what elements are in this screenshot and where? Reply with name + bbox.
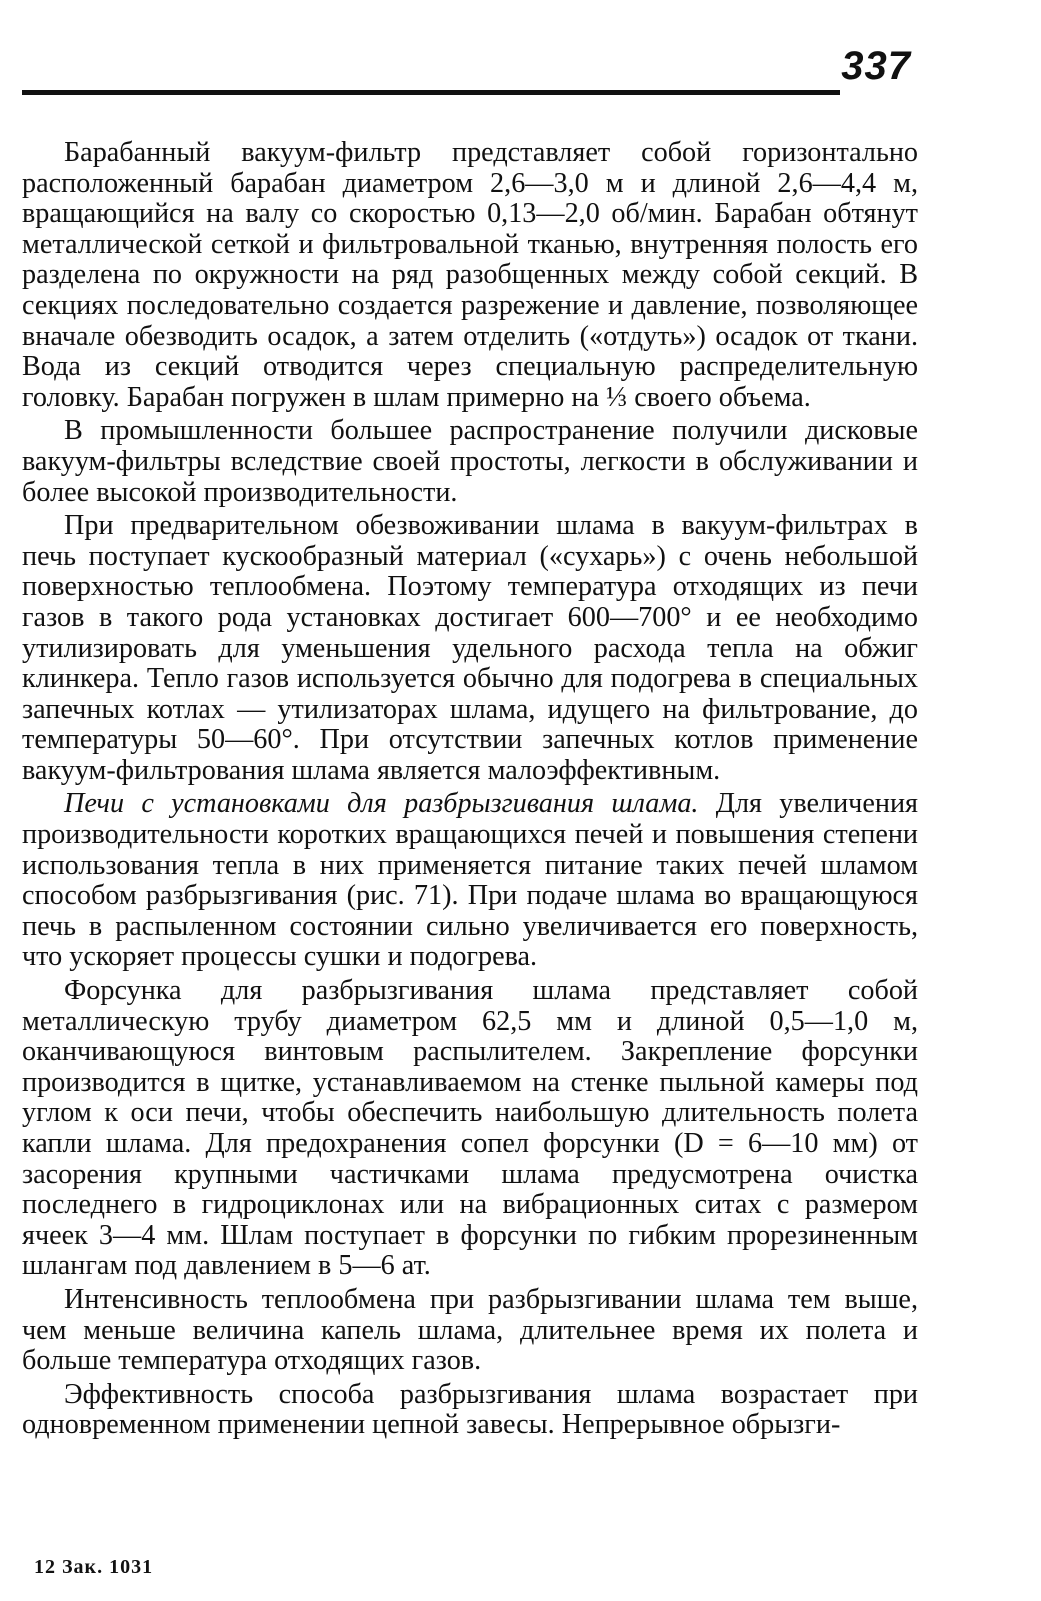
paragraph-spraying-efficiency: Эффективность способа разбрызгивания шлама возрастает при одновременном применении цепной завесы. Непрерывное обрызги- (22, 1378, 918, 1441)
paragraph-rotary-vacuum-filter: Барабанный вакуум-фильтр представляет собой горизонтально расположенный барабан диаметром 2,6—3,0 м и длиной 2,6—4,4 м, вращающийся на валу со скоростью 0,13—2,0 об/мин. Барабан обтянут металлической сеткой и фильтровальной тканью, внутренняя полость его разделена по окружности на ряд разобщенных между собой секций. В секциях последовательно создается разрежение и давление, позволяющее вначале обезводить осадок, а затем отделить («отдуть») осадок от ткани. Вода из секций отводится через специальную распределительную головку. Барабан погружен в шлам примерно на ⅓ своего объема. (22, 137, 918, 413)
paragraph-preliminary-dewatering: При предварительном обезвоживании шлама в вакуум-фильтрах в печь поступает кускообразный материал («сухарь») с очень небольшой поверхностью теплообмена. Поэтому температура отходящих из печи газов в такого рода установках достигает 600—700° и ее необходимо утилизировать для уменьшения удельного расхода тепла на обжиг клинкера. Тепло газов используется обычно для подогрева в специальных запечных котлах — утилизаторах шлама, идущего на фильтрование, до температуры 50—60°. При отсутствии запечных котлов применение вакуум-фильтрования шлама является малоэффективным. (22, 510, 918, 786)
paragraph-slurry-spraying-text: Для увеличения производительности коротких вращающихся печей и повышения степени использования тепла в них применяется питание таких печей шламом способом разбрызгивания (рис. 71). При подаче шлама во вращающуюся печь в распыленном состоянии сильно увеличивается его поверхность, что ускоряет процессы сушки и подогрева. (22, 788, 919, 973)
printer-signature: 12 Зак. 1031 (34, 1556, 154, 1578)
header-rule (22, 90, 840, 95)
paragraph-slurry-spraying (22, 789, 918, 973)
page-number: 337 (841, 44, 911, 88)
section-run-in-heading: Печи с установками для разбрызгивания шлама. (64, 788, 699, 820)
body-text (22, 138, 918, 1444)
paragraph-nozzle: Форсунка для разбрызгивания шлама представляет собой металлическую трубу диаметром 62,5 мм и длиной 0,5—1,0 м, оканчивающуюся винтовым распылителем. Закрепление форсунки производится в щитке, устанавливаемом на стенке пыльной камеры под углом к оси печи, чтобы обеспечить наибольшую длительность полета капли шлама. Для предохранения сопел форсунки (D = 6—10 мм) от засорения крупными частичками шлама предусмотрена очистка последнего в гидроциклонах или на вибрационных ситах с размером ячеек 3—4 мм. Шлам поступает в форсунки по гибким прорезиненным шлангам под давлением в 5—6 ат. (22, 975, 918, 1282)
paragraph-disk-vacuum-filters: В промышленности большее распространение получили дисковые вакуум-фильтры вследствие своей простоты, легкости в обслуживании и более высокой производительности. (22, 415, 918, 508)
paragraph-heat-exchange-intensity: Интенсивность теплообмена при разбрызгивании шлама тем выше, чем меньше величина капель шлама, длительнее время их полета и больше температура отходящих газов. (22, 1283, 918, 1377)
